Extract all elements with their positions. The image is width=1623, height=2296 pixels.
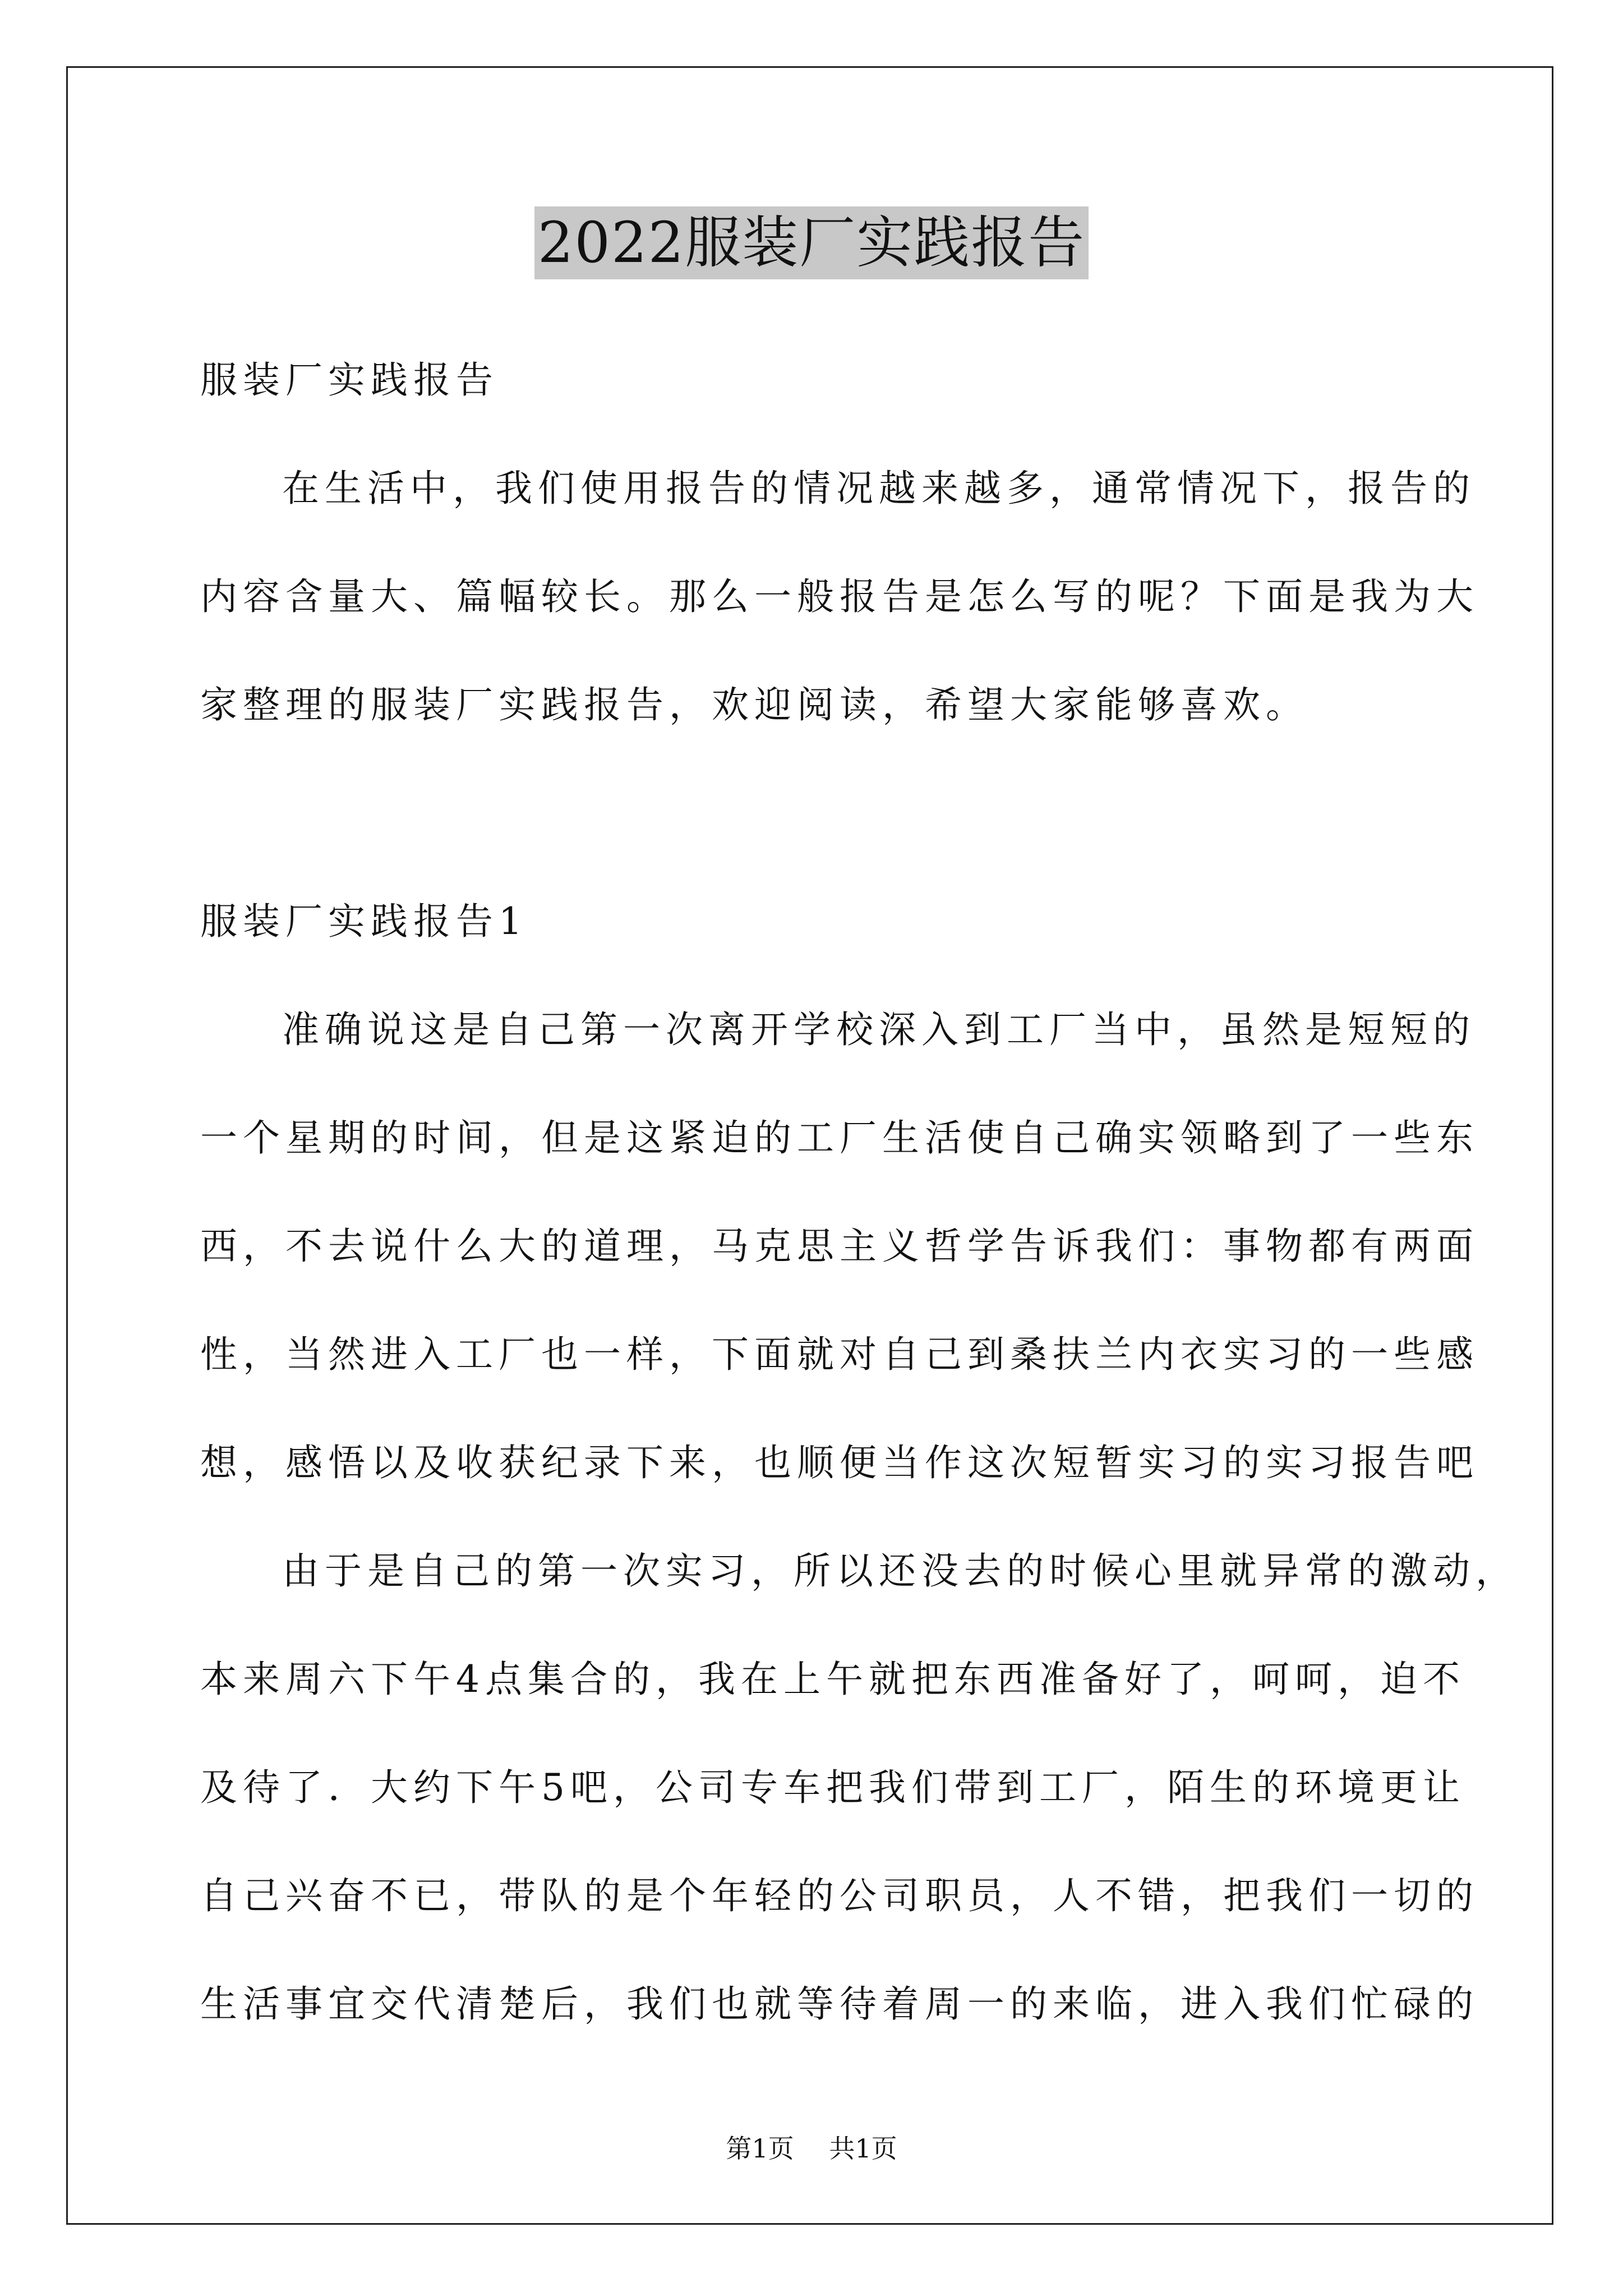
paragraph-line: 本来周六下午4点集合的，我在上午就把东西准备好了，呵呵，迫不 [200, 1658, 1465, 1701]
paragraph-line: 一个星期的时间，但是这紧迫的工厂生活使自己确实领略到了一些东 [200, 1116, 1479, 1159]
paragraph-line: 生活事宜交代清楚后，我们也就等待着周一的来临，进入我们忙碌的 [200, 1982, 1479, 2026]
paragraph-line: 想，感悟以及收获纪录下来，也顺便当作这次短暂实习的实习报告吧 [200, 1441, 1479, 1484]
intro-line: 家整理的服装厂实践报告，欢迎阅读，希望大家能够喜欢。 [200, 683, 1308, 726]
paragraph-line: 自己兴奋不已，带队的是个年轻的公司职员，人不错，把我们一切的 [200, 1874, 1479, 1917]
document-title: 2022服装厂实践报告 [534, 206, 1089, 279]
paragraph-line: 准确说这是自己第一次离开学校深入到工厂当中，虽然是短短的 [282, 1008, 1476, 1051]
intro-paragraph [200, 462, 1479, 732]
intro-line: 内容含量大、篇幅较长。那么一般报告是怎么写的呢？下面是我为大 [200, 575, 1479, 618]
paragraph-line: 及待了．大约下午5吧，公司专车把我们带到工厂，陌生的环境更让 [200, 1766, 1465, 1809]
paragraph-2 [200, 1544, 1518, 2031]
title-container [0, 206, 1623, 279]
paragraph-line: 由于是自己的第一次实习，所以还没去的时候心里就异常的激动， [282, 1549, 1518, 1593]
document-body [200, 353, 1518, 2031]
document-subtitle: 服装厂实践报告 [200, 358, 499, 402]
paragraph-line: 西，不去说什么大的道理，马克思主义哲学告诉我们：事物都有两面 [200, 1225, 1479, 1268]
paragraph-1 [200, 1003, 1479, 1490]
intro-line: 在生活中，我们使用报告的情况越来越多，通常情况下，报告的 [282, 467, 1476, 510]
page-number: 第1页 [726, 2133, 794, 2164]
section-heading: 服装厂实践报告1 [200, 900, 528, 943]
paragraph-line: 性，当然进入工厂也一样，下面就对自己到桑扶兰内衣实习的一些感 [200, 1333, 1479, 1376]
page-total: 共1页 [829, 2133, 897, 2164]
page-footer [0, 2132, 1623, 2165]
